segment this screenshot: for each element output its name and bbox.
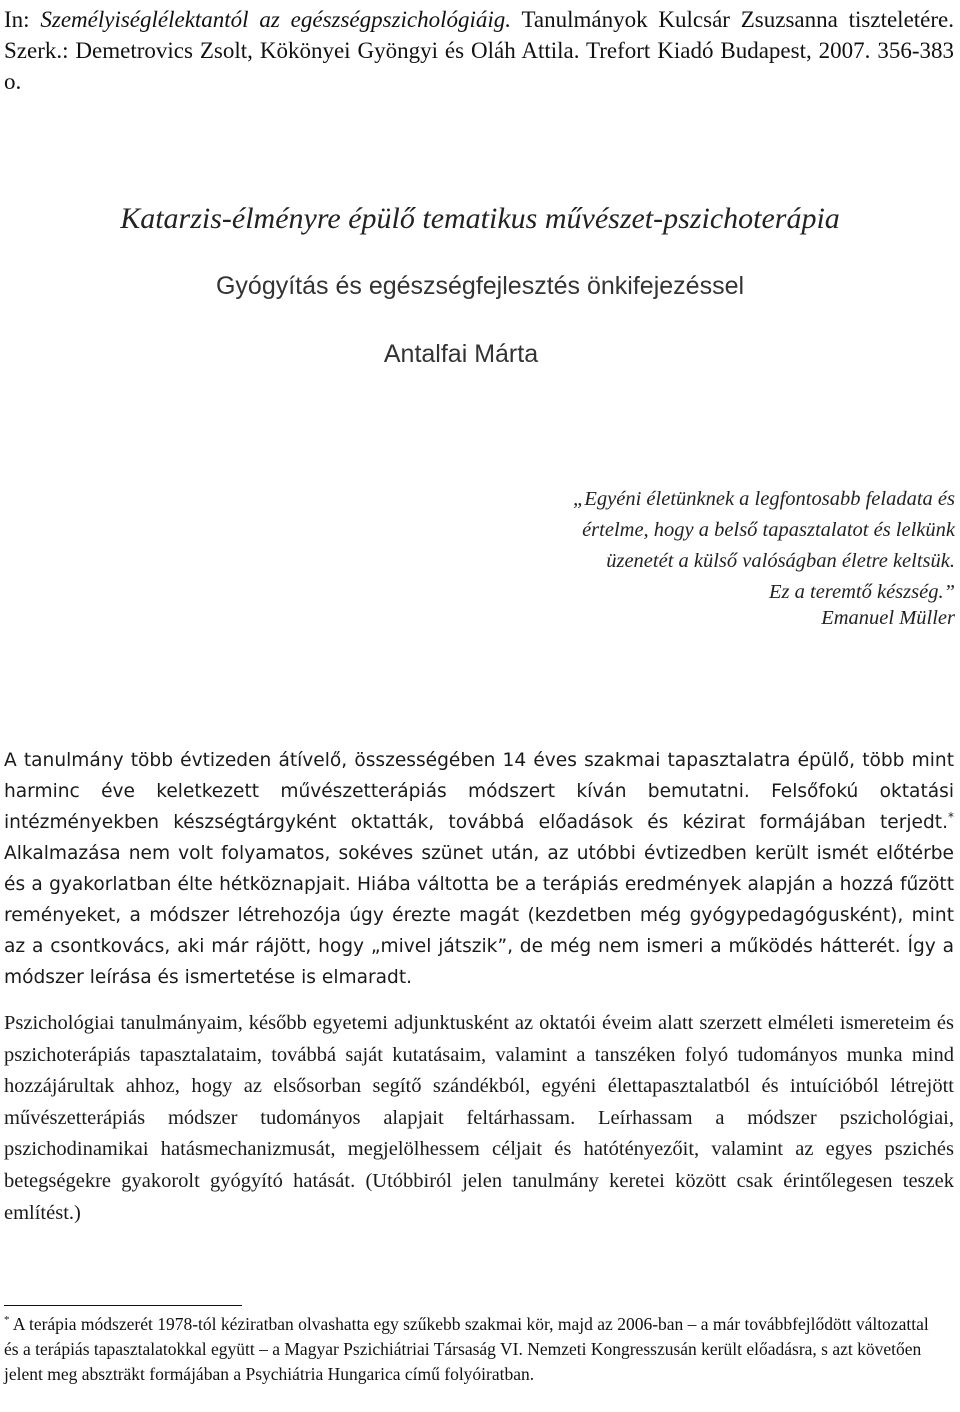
body-paragraph-2: Pszichológiai tanulmányaim, később egyetemi adjunktusként az oktatói éveim alatt szerzett elméleti ismereteim és pszichoterápiás tapasztalataim, továbbá saját kutatásaim, valamint a tanszéken folyó tudományos munka mind hozzájárultak ahhoz, hogy az elsősorban segítő szándékból, egyéni élettapasztalatból és intuícióból létrejött művészetterápiás módszer tudományos alapjait feltárhassam. Leírhassam a módszer pszichológiai, pszichodinamikai hatásmechanizmusát, megjelölhessem céljait és hatótényezőit, valamint az egyes pszichés betegségekre gyakorolt gyógyító hatását. (Utóbbiról jelen tanulmány keretei között csak érintőlegesen teszek említést.)	[4, 1012, 954, 1224]
body-paragraph-1	[4, 745, 954, 993]
citation-header	[4, 4, 954, 97]
epigraph-author: Emanuel Müller	[821, 607, 955, 629]
epigraph-line: értelme, hogy a belső tapasztalatot és lelkünk	[582, 519, 955, 541]
footnote-text: A terápia módszerét 1978-tól kéziratban olvashatta egy szűkebb szakmai kör, majd az 2006-ban – a már továbbfejlődött változattal és a terápiás tapasztalatokkal együtt – a Magyar Pszichiátriai Társaság VI. Nemzeti Kongresszusán került előadásra, s azt követően jelent meg abszträkt formájában a Psychiátria Hungarica című folyóiratban.	[4, 1314, 929, 1384]
article-author: Antalfai Márta	[383, 340, 539, 368]
footnote-reference[interactable]: *	[948, 809, 954, 824]
article-title: Katarzis-élményre épülő tematikus művészet-pszichoterápia	[120, 202, 840, 235]
footnote-divider	[4, 1305, 242, 1306]
citation-details: Tanulmányok Kulcsár Zsuzsanna tiszteletére. Szerk.: Demetrovics Zsolt, Kökönyei Gyöngyi és Oláh Attila. Trefort Kiadó Budapest, 2007. 356-383 o.	[4, 7, 954, 94]
footnote-mark: *	[4, 1314, 10, 1327]
epigraph-line: Ez a teremtő készség.”	[769, 581, 955, 603]
epigraph-quote	[395, 484, 955, 608]
citation-prefix: In:	[4, 7, 41, 32]
article-subtitle: Gyógyítás és egészségfejlesztés önkifejezéssel	[215, 272, 745, 300]
footnote	[4, 1312, 934, 1387]
paragraph-text: Alkalmazása nem volt folyamatos, sokéves szünet után, az utóbbi évtizedben került ismét előtérbe és a gyakorlatban élte hétköznapjait. Hiába váltotta be a terápiás eredmények alapján a hozzá fűzött reményeket, a módszer létrehozója úgy érezte magát (kezdetben még gyógypedagógusként), mint az a csontkovács, aki már rájött, hogy „mivel játszik”, de még nem ismeri a működés hátterét. Így a módszer leírása és ismertetése is elmaradt.	[4, 843, 954, 988]
citation-book-title: Személyiséglélektantól az egészségpszichológiáig.	[40, 7, 512, 32]
paragraph-text: A tanulmány több évtizeden átívelő, összességében 14 éves szakmai tapasztalatra épülő, több mint harminc éve keletkezett művészetterápiás módszert kíván bemutatni. Felsőfokú oktatási intézményekben készségtárgyként oktatták, továbbá előadások és kézirat formájában terjedt.	[4, 750, 954, 833]
epigraph-line: „Egyéni életünknek a legfontosabb feladata és	[572, 488, 955, 510]
epigraph-line: üzenetét a külső valóságban életre keltsük.	[606, 550, 955, 572]
